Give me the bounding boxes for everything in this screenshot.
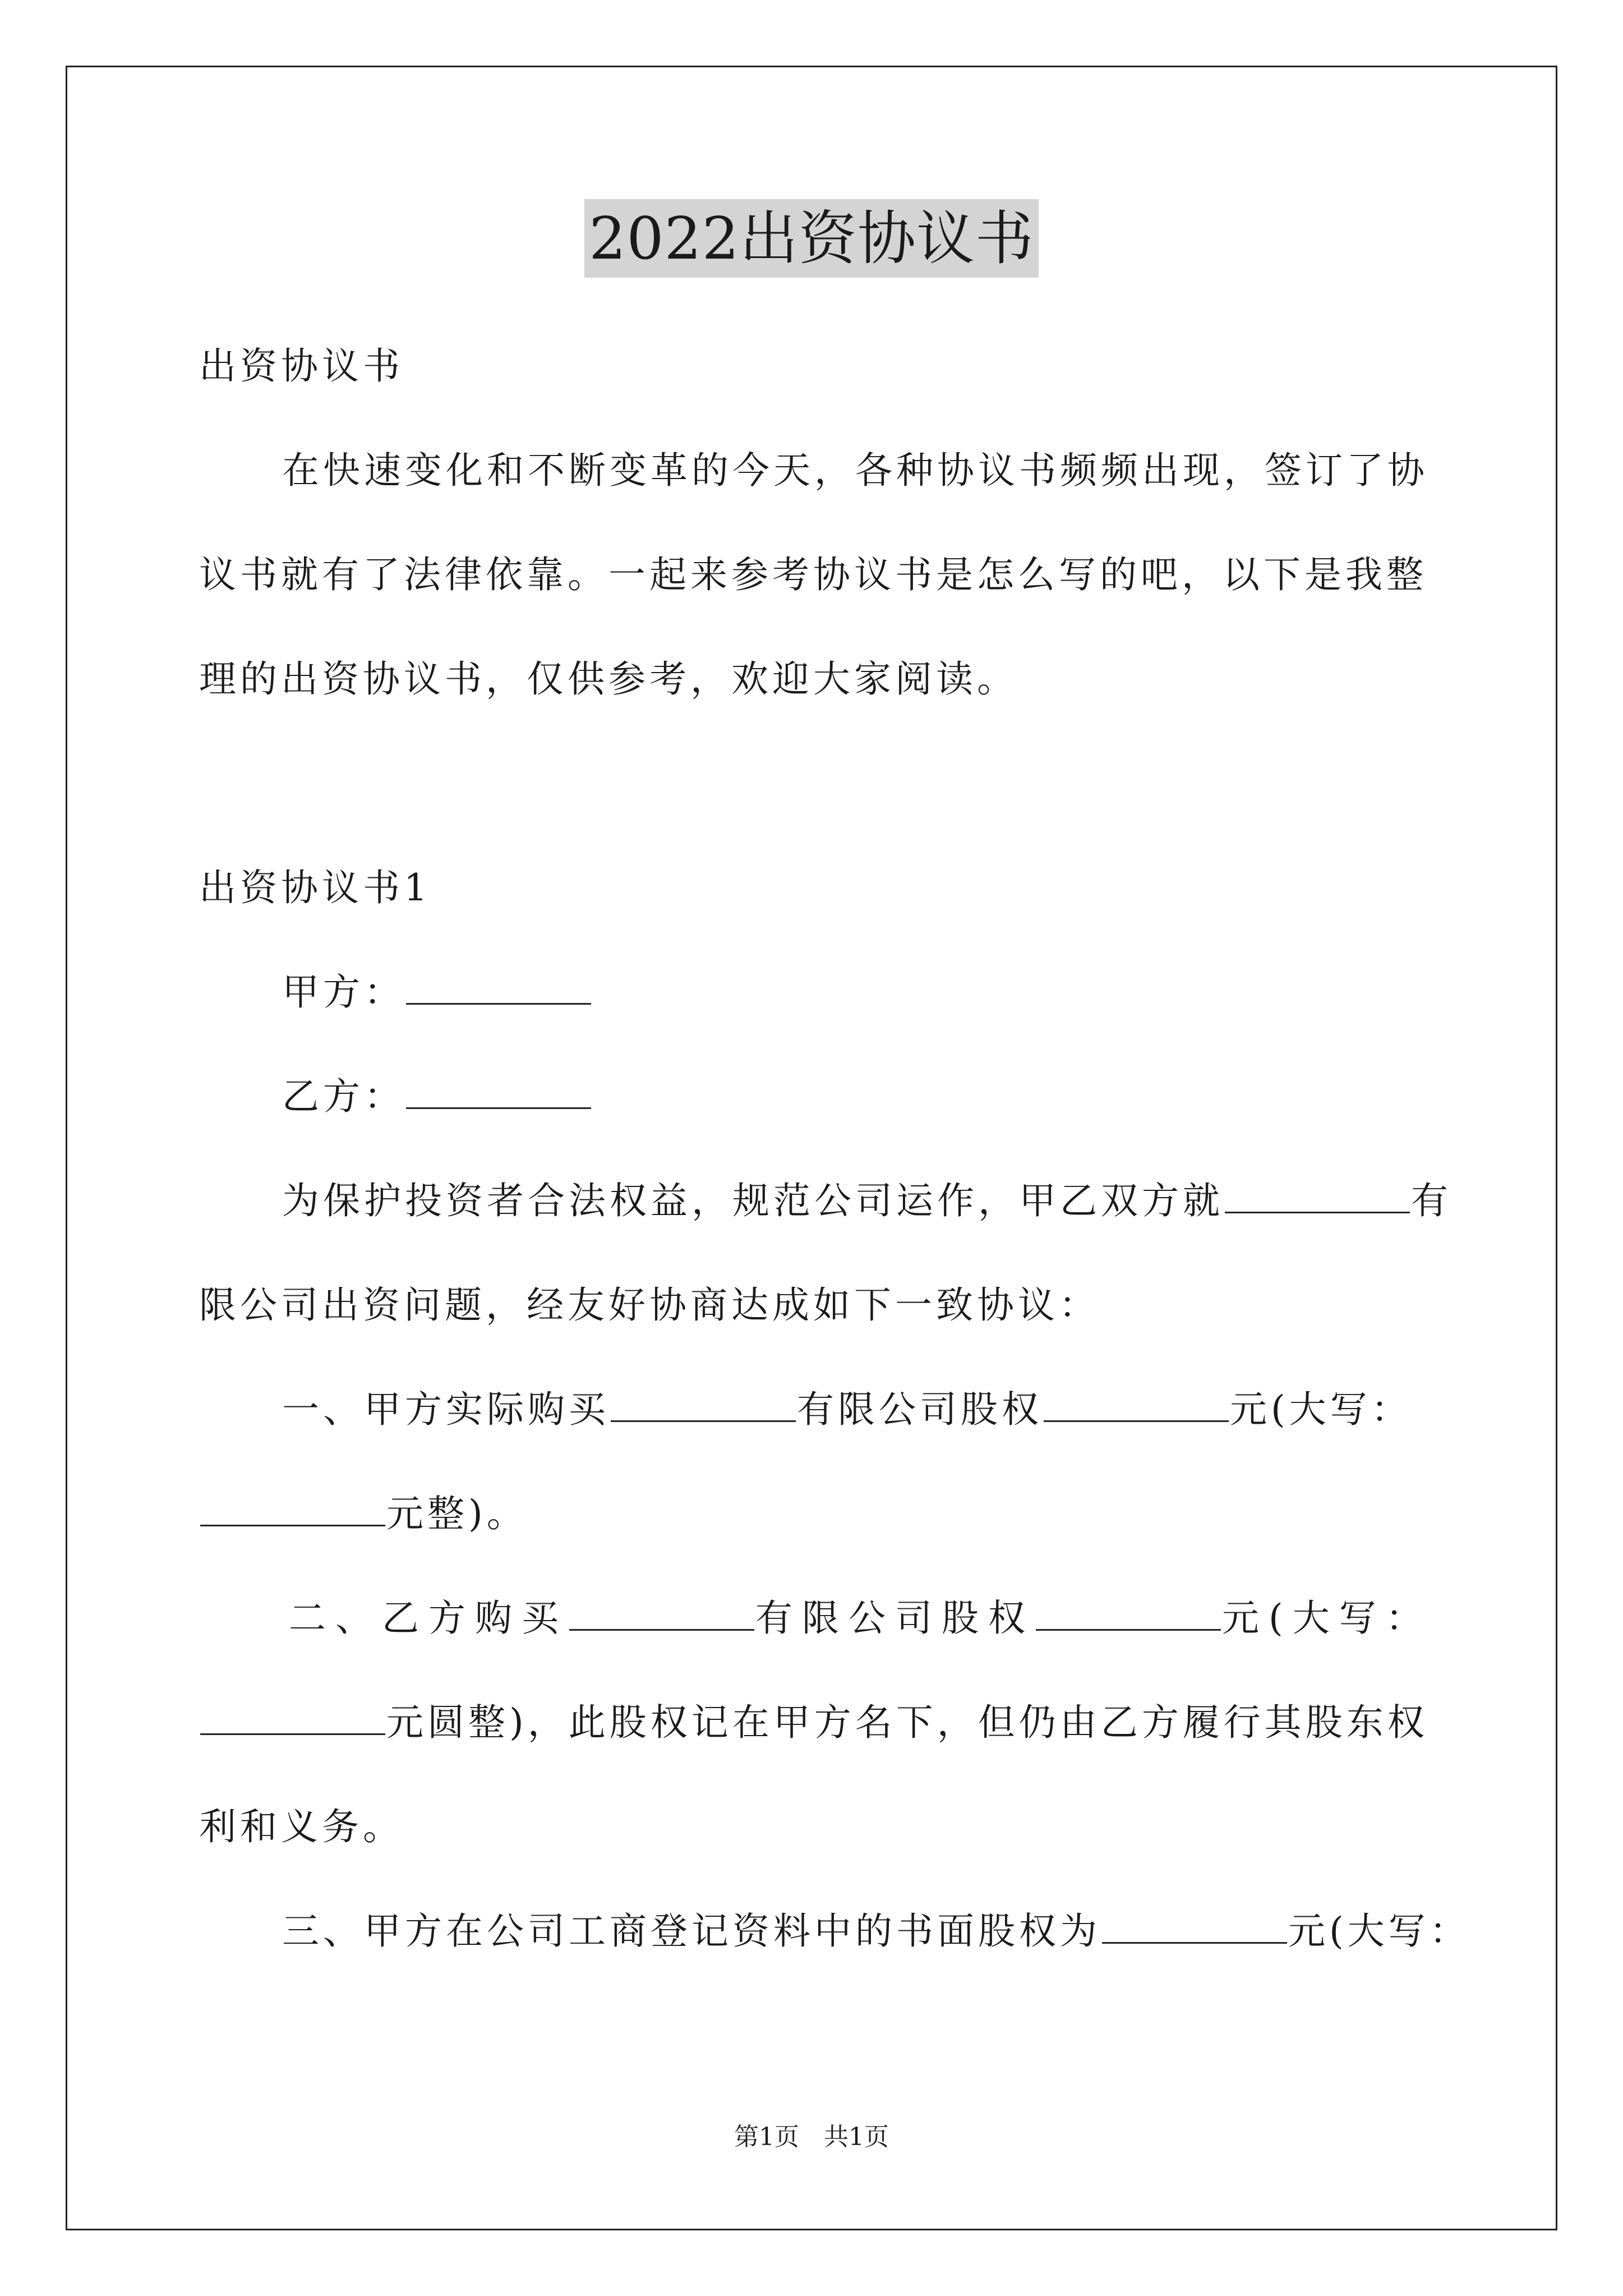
party-b-blank [406, 1070, 591, 1109]
party-a-blank [406, 966, 591, 1005]
purpose-text-a: 为保护投资者合法权益，规范公司运作，甲乙双方就 [282, 1179, 1224, 1222]
heading: 出资协议书 [199, 344, 404, 388]
clause2-line-3: 利和义务。 [199, 1805, 404, 1848]
clause1-text-c: 元(大写： [1230, 1388, 1412, 1431]
clause2-line-1 [199, 1566, 1433, 1671]
intro-line-1: 在快速变化和不断变革的今天，各种协议书频频出现，签订了协 [282, 449, 1428, 492]
section-heading: 出资协议书1 [199, 866, 431, 909]
clause1-text-a: 一、甲方实际购买 [282, 1388, 610, 1431]
clause2-text-d: 元圆整)，此股权记在甲方名下，但仍由乙方履行其股东权 [386, 1701, 1428, 1744]
clause1-amount-blank [1044, 1383, 1229, 1422]
clause2-text-c: 元(大写： [1222, 1596, 1432, 1640]
clause1-text-d: 元整)。 [386, 1492, 528, 1535]
clause1-company-blank [611, 1383, 796, 1422]
clause2-uppercase-blank [200, 1696, 385, 1735]
party-a-line [199, 940, 1433, 1045]
document-body [199, 314, 1470, 1984]
clause1-line-2 [199, 1462, 1433, 1566]
intro-line-3: 理的出资协议书，仅供参考，欢迎大家阅读。 [199, 657, 1018, 701]
clause3-line-1 [199, 1879, 1470, 1984]
clause3-amount-blank [1102, 1905, 1287, 1944]
purpose-text-b: 有 [1411, 1179, 1452, 1222]
party-a-label: 甲方： [282, 970, 405, 1014]
clause3-text-b: 元(大写： [1288, 1910, 1470, 1953]
document-title: 2022出资协议书 [584, 199, 1039, 278]
intro-line-2: 议书就有了法律依靠。一起来参考协议书是怎么写的吧，以下是我整 [199, 553, 1427, 596]
purpose-line-2: 限公司出资问题，经友好协商达成如下一致协议： [199, 1283, 1100, 1327]
party-b-label: 乙方： [282, 1075, 405, 1118]
clause2-text-b: 有限公司股权 [755, 1596, 1035, 1640]
clause2-text-a: 二、乙方购买 [289, 1596, 568, 1640]
purpose-line-1 [199, 1149, 1452, 1253]
party-b-line [199, 1045, 1433, 1149]
clause2-line-2 [199, 1671, 1433, 1775]
clause1-line-1 [199, 1358, 1433, 1462]
company-name-blank [1225, 1175, 1410, 1213]
clause2-amount-blank [1036, 1592, 1221, 1631]
clause1-uppercase-blank [200, 1488, 385, 1526]
clause1-text-b: 有限公司股权 [797, 1388, 1043, 1431]
clause3-text-a: 三、甲方在公司工商登记资料中的书面股权为 [282, 1910, 1101, 1953]
spacer [199, 731, 1433, 836]
clause2-company-blank [569, 1592, 754, 1631]
title-container [0, 199, 1623, 278]
page-footer: 第1页 共1页 [734, 2123, 889, 2151]
